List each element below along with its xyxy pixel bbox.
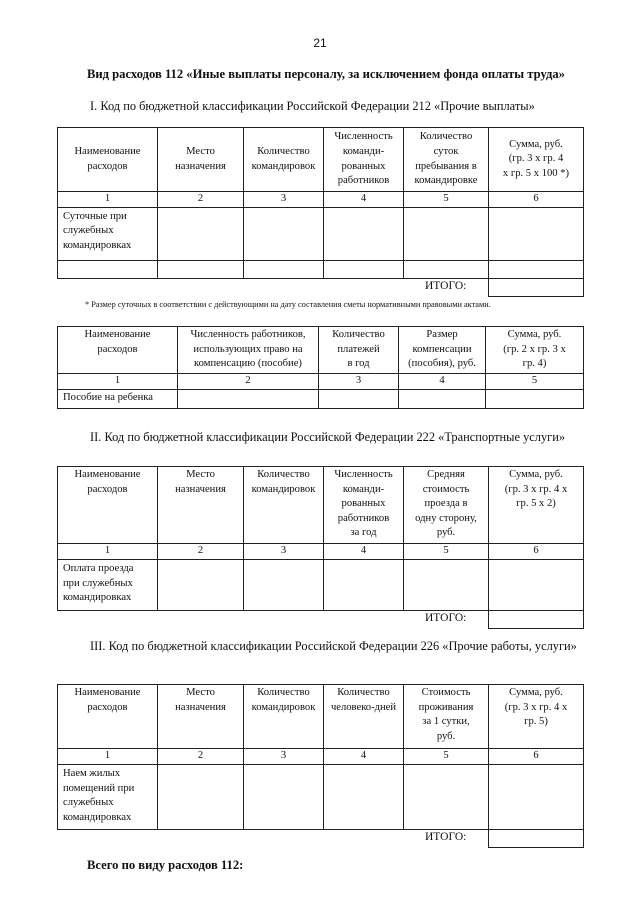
page-number: 21 xyxy=(313,36,327,50)
row-label: Оплата проезда при служебных командировках xyxy=(58,560,158,611)
empty-cell xyxy=(178,389,319,408)
itogo-label: ИТОГО: xyxy=(425,280,467,292)
row-label: Суточные при служебных командировках xyxy=(58,207,158,260)
empty-cell xyxy=(158,765,244,830)
column-number: 3 xyxy=(244,749,324,765)
header-cell: Наименование расходов xyxy=(58,327,178,374)
accommodation-table xyxy=(57,684,584,830)
column-number: 3 xyxy=(244,192,324,208)
section-3-heading: III. Код по бюджетной классификации Российской Федерации 226 «Прочие работы, услуги» xyxy=(90,639,577,653)
empty-cell xyxy=(486,389,584,408)
column-number: 2 xyxy=(158,749,244,765)
empty-cell xyxy=(244,765,324,830)
column-number: 6 xyxy=(489,544,584,560)
table-row xyxy=(58,207,584,260)
header-cell: Место назначения xyxy=(158,128,244,192)
footnote: * Размер суточных в соответствии с действующими на дату составления сметы нормативными правовыми актами. xyxy=(85,300,491,309)
empty-cell xyxy=(399,389,486,408)
column-number: 5 xyxy=(404,544,489,560)
empty-cell xyxy=(404,560,489,611)
header-cell: Количество командировок xyxy=(244,128,324,192)
table-row xyxy=(58,260,584,278)
header-cell: Сумма, руб. (гр. 3 х гр. 4 х гр. 5) xyxy=(489,685,584,749)
header-cell: Количество командировок xyxy=(244,467,324,544)
column-number-row xyxy=(58,192,584,208)
section-1-heading: I. Код по бюджетной классификации Российской Федерации 212 «Прочие выплаты» xyxy=(90,99,535,113)
column-number: 4 xyxy=(399,374,486,390)
header-row xyxy=(58,685,584,749)
table-row xyxy=(58,560,584,611)
empty-cell xyxy=(489,207,584,260)
daily-allowance-table xyxy=(57,127,584,279)
column-number: 6 xyxy=(489,749,584,765)
header-cell: Сумма, руб. (гр. 2 х гр. 3 х гр. 4) xyxy=(486,327,584,374)
empty-cell xyxy=(158,560,244,611)
header-cell: Численность команди- рованных работников за год xyxy=(324,467,404,544)
header-row xyxy=(58,128,584,192)
column-number: 4 xyxy=(324,749,404,765)
empty-cell xyxy=(489,765,584,830)
column-number: 5 xyxy=(486,374,584,390)
header-cell: Численность команди- рованных работников xyxy=(324,128,404,192)
empty-cell xyxy=(244,260,324,278)
column-number: 3 xyxy=(319,374,399,390)
column-number: 6 xyxy=(489,192,584,208)
header-cell: Сумма, руб. (гр. 3 х гр. 4 х гр. 5 х 100 *) xyxy=(489,128,584,192)
header-cell: Сумма, руб. (гр. 3 х гр. 4 х гр. 5 х 2) xyxy=(489,467,584,544)
empty-cell xyxy=(489,260,584,278)
column-number: 1 xyxy=(58,749,158,765)
header-cell: Численность работников, использующих право на компенсацию (пособие) xyxy=(178,327,319,374)
row-label: Наем жилых помещений при служебных командировках xyxy=(58,765,158,830)
itogo-box xyxy=(488,829,584,848)
header-cell: Место назначения xyxy=(158,685,244,749)
header-cell: Количество командировок xyxy=(244,685,324,749)
table-row xyxy=(58,389,584,408)
itogo-box xyxy=(488,610,584,629)
empty-cell xyxy=(319,389,399,408)
empty-cell xyxy=(404,260,489,278)
header-cell: Размер компенсации (пособия), руб. xyxy=(399,327,486,374)
document-title: Вид расходов 112 «Иные выплаты персоналу, за исключением фонда оплаты труда» xyxy=(87,67,565,81)
empty-cell xyxy=(404,207,489,260)
column-number-row xyxy=(58,374,584,390)
table-row xyxy=(58,765,584,830)
header-cell: Стоимость проживания за 1 сутки, руб. xyxy=(404,685,489,749)
column-number: 1 xyxy=(58,544,158,560)
empty-cell xyxy=(158,207,244,260)
empty-cell xyxy=(158,260,244,278)
empty-cell xyxy=(324,207,404,260)
empty-cell xyxy=(324,560,404,611)
itogo-label: ИТОГО: xyxy=(425,831,467,843)
empty-cell xyxy=(324,765,404,830)
transport-table xyxy=(57,466,584,611)
child-benefit-table xyxy=(57,326,584,409)
header-cell: Количество человеко-дней xyxy=(324,685,404,749)
section-2-heading: II. Код по бюджетной классификации Российской Федерации 222 «Транспортные услуги» xyxy=(90,430,566,444)
column-number: 2 xyxy=(158,192,244,208)
column-number: 2 xyxy=(178,374,319,390)
header-cell: Количество суток пребывания в командировке xyxy=(404,128,489,192)
column-number: 5 xyxy=(404,192,489,208)
row-label: Пособие на ребенка xyxy=(58,389,178,408)
empty-cell xyxy=(58,260,158,278)
column-number-row xyxy=(58,544,584,560)
header-cell: Наименование расходов xyxy=(58,467,158,544)
itogo-label: ИТОГО: xyxy=(425,612,467,624)
empty-cell xyxy=(404,765,489,830)
column-number: 4 xyxy=(324,544,404,560)
column-number: 1 xyxy=(58,374,178,390)
header-cell: Средняя стоимость проезда в одну сторону, руб. xyxy=(404,467,489,544)
header-cell: Наименование расходов xyxy=(58,685,158,749)
column-number: 5 xyxy=(404,749,489,765)
empty-cell xyxy=(489,560,584,611)
total-label: Всего по виду расходов 112: xyxy=(87,858,244,872)
column-number: 1 xyxy=(58,192,158,208)
empty-cell xyxy=(244,207,324,260)
header-row xyxy=(58,467,584,544)
header-row xyxy=(58,327,584,374)
itogo-box xyxy=(488,278,584,297)
column-number-row xyxy=(58,749,584,765)
column-number: 2 xyxy=(158,544,244,560)
empty-cell xyxy=(324,260,404,278)
header-cell: Место назначения xyxy=(158,467,244,544)
empty-cell xyxy=(244,560,324,611)
header-cell: Количество платежей в год xyxy=(319,327,399,374)
header-cell: Наименование расходов xyxy=(58,128,158,192)
column-number: 4 xyxy=(324,192,404,208)
column-number: 3 xyxy=(244,544,324,560)
